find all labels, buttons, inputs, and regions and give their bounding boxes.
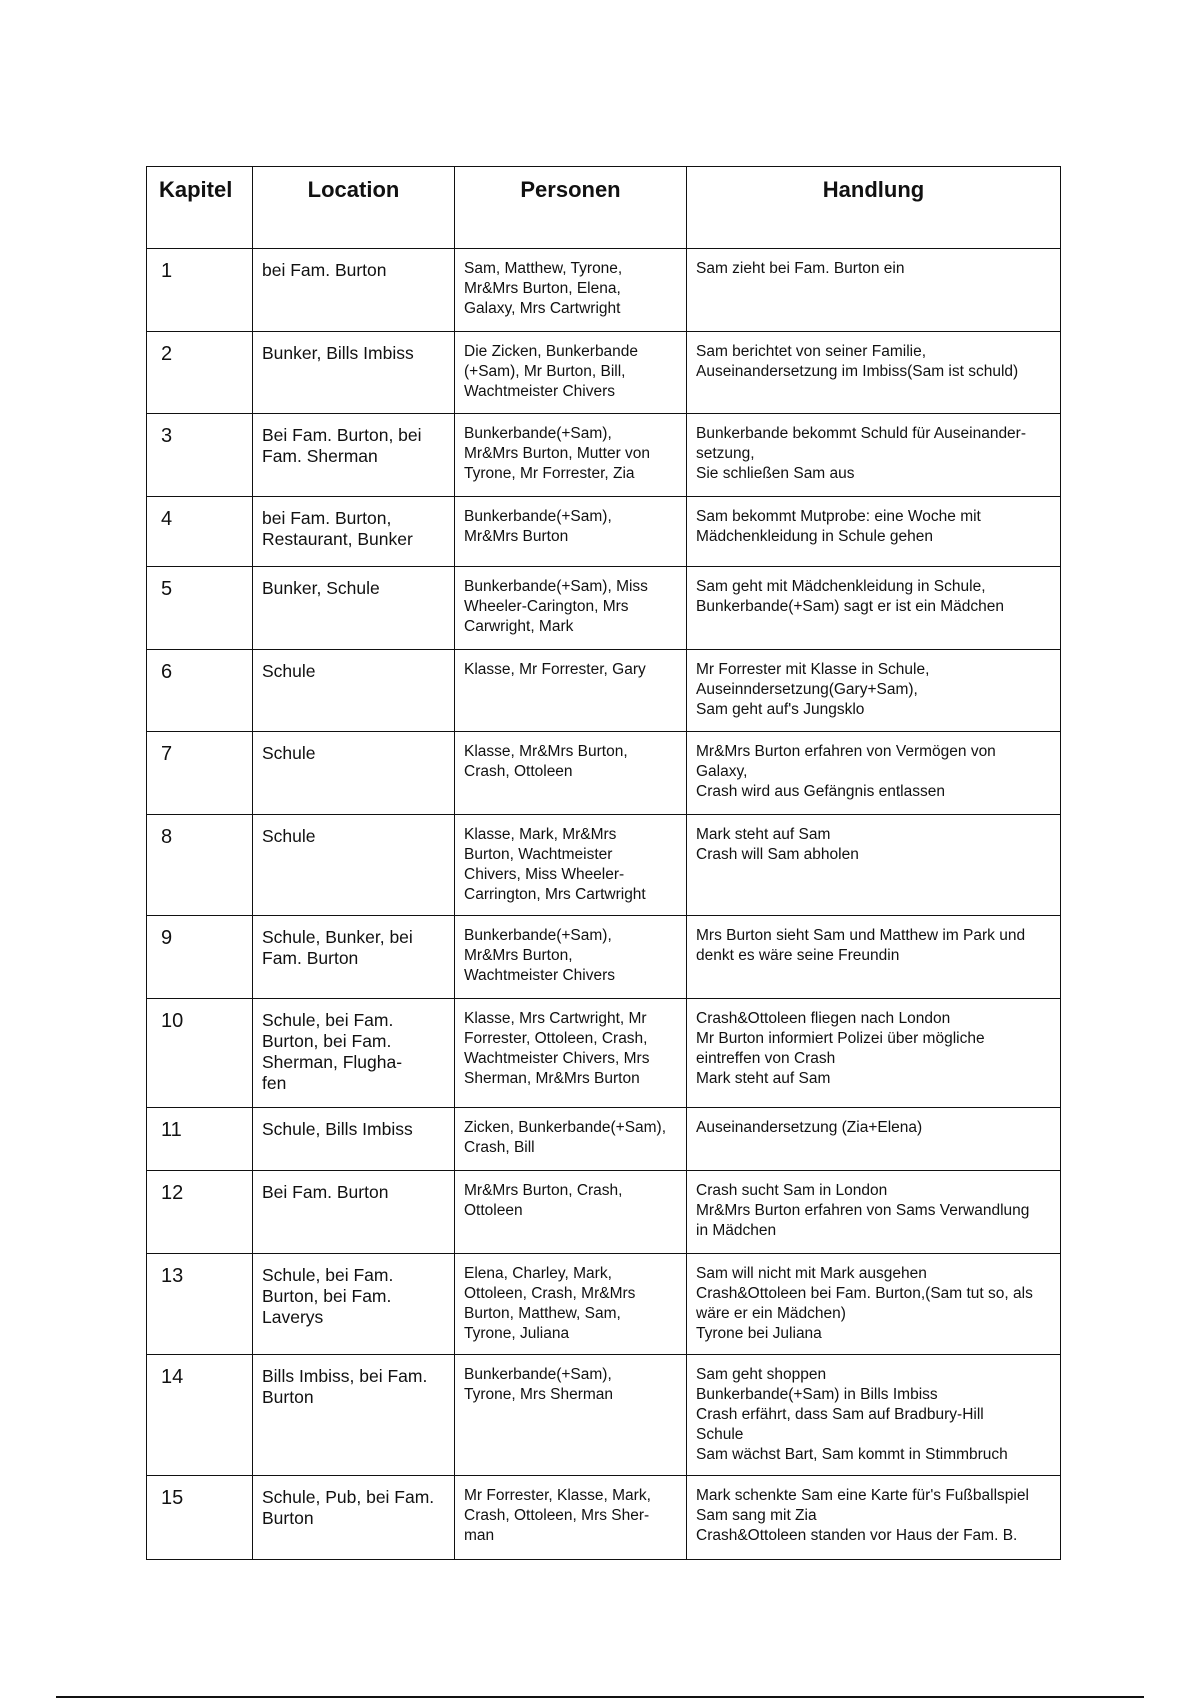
cell-handlung: Mr Forrester mit Klasse in Schule, Auseinndersetzung(Gary+Sam), Sam geht auf's Jungsklo xyxy=(687,650,1061,732)
cell-location: Schule, Bills Imbiss xyxy=(253,1108,455,1171)
cell-kapitel: 6 xyxy=(147,650,253,732)
cell-handlung: Sam bekommt Mutprobe: eine Woche mit Mädchenkleidung in Schule gehen xyxy=(687,497,1061,567)
cell-handlung: Mr&Mrs Burton erfahren von Vermögen von Galaxy, Crash wird aus Gefängnis entlassen xyxy=(687,732,1061,815)
cell-location: Bei Fam. Burton, bei Fam. Sherman xyxy=(253,414,455,497)
cell-handlung: Mrs Burton sieht Sam und Matthew im Park und denkt es wäre seine Freundin xyxy=(687,916,1061,999)
cell-kapitel: 8 xyxy=(147,815,253,916)
table-row xyxy=(147,1171,1061,1254)
table-row xyxy=(147,999,1061,1108)
cell-location: Schule xyxy=(253,732,455,815)
table-row xyxy=(147,916,1061,999)
cell-location: Bunker, Bills Imbiss xyxy=(253,332,455,414)
cell-handlung: Sam will nicht mit Mark ausgehen Crash&Ottoleen bei Fam. Burton,(Sam tut so, als wäre er ein Mädchen) Tyrone bei Juliana xyxy=(687,1254,1061,1355)
cell-handlung: Mark steht auf Sam Crash will Sam abholen xyxy=(687,815,1061,916)
cell-location: Bunker, Schule xyxy=(253,567,455,650)
cell-kapitel: 7 xyxy=(147,732,253,815)
cell-personen: Bunkerbande(+Sam), Mr&Mrs Burton, Mutter von Tyrone, Mr Forrester, Zia xyxy=(455,414,687,497)
cell-handlung: Sam zieht bei Fam. Burton ein xyxy=(687,249,1061,332)
table-row xyxy=(147,1355,1061,1476)
cell-location: bei Fam. Burton xyxy=(253,249,455,332)
cell-personen: Sam, Matthew, Tyrone, Mr&Mrs Burton, Elena, Galaxy, Mrs Cartwright xyxy=(455,249,687,332)
cell-personen: Klasse, Mrs Cartwright, Mr Forrester, Ottoleen, Crash, Wachtmeister Chivers, Mrs Sherman, Mr&Mrs Burton xyxy=(455,999,687,1108)
cell-personen: Klasse, Mark, Mr&Mrs Burton, Wachtmeister Chivers, Miss Wheeler- Carrington, Mrs Cartwright xyxy=(455,815,687,916)
cell-handlung: Crash sucht Sam in London Mr&Mrs Burton erfahren von Sams Verwandlung in Mädchen xyxy=(687,1171,1061,1254)
cell-personen: Bunkerbande(+Sam), Tyrone, Mrs Sherman xyxy=(455,1355,687,1476)
cell-handlung: Sam geht mit Mädchenkleidung in Schule, Bunkerbande(+Sam) sagt er ist ein Mädchen xyxy=(687,567,1061,650)
cell-location: Schule xyxy=(253,650,455,732)
cell-location: Schule, Bunker, bei Fam. Burton xyxy=(253,916,455,999)
cell-kapitel: 14 xyxy=(147,1355,253,1476)
table-row xyxy=(147,815,1061,916)
cell-personen: Elena, Charley, Mark, Ottoleen, Crash, Mr&Mrs Burton, Matthew, Sam, Tyrone, Juliana xyxy=(455,1254,687,1355)
cell-kapitel: 13 xyxy=(147,1254,253,1355)
table-row xyxy=(147,650,1061,732)
cell-personen: Mr Forrester, Klasse, Mark, Crash, Ottoleen, Mrs Sher- man xyxy=(455,1476,687,1560)
table-row xyxy=(147,332,1061,414)
cell-handlung: Sam geht shoppen Bunkerbande(+Sam) in Bills Imbiss Crash erfährt, dass Sam auf Bradbury-Hill Schule Sam wächst Bart, Sam kommt in Stimmbruch xyxy=(687,1355,1061,1476)
cell-handlung: Bunkerbande bekommt Schuld für Auseinander- setzung, Sie schließen Sam aus xyxy=(687,414,1061,497)
cell-handlung: Mark schenkte Sam eine Karte für's Fußballspiel Sam sang mit Zia Crash&Ottoleen standen vor Haus der Fam. B. xyxy=(687,1476,1061,1560)
table-row xyxy=(147,497,1061,567)
cell-kapitel: 9 xyxy=(147,916,253,999)
cell-handlung: Sam berichtet von seiner Familie, Auseinandersetzung im Imbiss(Sam ist schuld) xyxy=(687,332,1061,414)
cell-personen: Zicken, Bunkerbande(+Sam), Crash, Bill xyxy=(455,1108,687,1171)
cell-kapitel: 1 xyxy=(147,249,253,332)
header-handlung: Handlung xyxy=(687,167,1061,249)
cell-kapitel: 3 xyxy=(147,414,253,497)
cell-location: Bills Imbiss, bei Fam. Burton xyxy=(253,1355,455,1476)
cell-kapitel: 5 xyxy=(147,567,253,650)
table-row xyxy=(147,732,1061,815)
table-row xyxy=(147,1476,1061,1560)
cell-location: Schule, bei Fam. Burton, bei Fam. Laverys xyxy=(253,1254,455,1355)
chapter-overview-table xyxy=(146,166,1061,1560)
table-body xyxy=(147,249,1061,1560)
cell-kapitel: 10 xyxy=(147,999,253,1108)
cell-location: Schule, Pub, bei Fam. Burton xyxy=(253,1476,455,1560)
header-location: Location xyxy=(253,167,455,249)
cell-personen: Klasse, Mr Forrester, Gary xyxy=(455,650,687,732)
cell-personen: Die Zicken, Bunkerbande (+Sam), Mr Burton, Bill, Wachtmeister Chivers xyxy=(455,332,687,414)
cell-personen: Mr&Mrs Burton, Crash, Ottoleen xyxy=(455,1171,687,1254)
cell-personen: Bunkerbande(+Sam), Miss Wheeler-Carington, Mrs Carwright, Mark xyxy=(455,567,687,650)
table-row xyxy=(147,249,1061,332)
cell-personen: Klasse, Mr&Mrs Burton, Crash, Ottoleen xyxy=(455,732,687,815)
table-row xyxy=(147,1108,1061,1171)
cell-handlung: Auseinandersetzung (Zia+Elena) xyxy=(687,1108,1061,1171)
cell-kapitel: 4 xyxy=(147,497,253,567)
cell-location: bei Fam. Burton, Restaurant, Bunker xyxy=(253,497,455,567)
cell-location: Schule, bei Fam. Burton, bei Fam. Sherman, Flugha- fen xyxy=(253,999,455,1108)
cell-location: Schule xyxy=(253,815,455,916)
header-personen: Personen xyxy=(455,167,687,249)
cell-location: Bei Fam. Burton xyxy=(253,1171,455,1254)
table-row xyxy=(147,414,1061,497)
page-bottom-rule xyxy=(56,1696,1144,1698)
cell-personen: Bunkerbande(+Sam), Mr&Mrs Burton, Wachtmeister Chivers xyxy=(455,916,687,999)
cell-kapitel: 2 xyxy=(147,332,253,414)
cell-personen: Bunkerbande(+Sam), Mr&Mrs Burton xyxy=(455,497,687,567)
cell-handlung: Crash&Ottoleen fliegen nach London Mr Burton informiert Polizei über mögliche eintreffen von Crash Mark steht auf Sam xyxy=(687,999,1061,1108)
table-row xyxy=(147,1254,1061,1355)
header-kapitel: Kapitel xyxy=(147,167,253,249)
cell-kapitel: 12 xyxy=(147,1171,253,1254)
table-row xyxy=(147,567,1061,650)
cell-kapitel: 11 xyxy=(147,1108,253,1171)
table-header-row xyxy=(147,167,1061,249)
cell-kapitel: 15 xyxy=(147,1476,253,1560)
